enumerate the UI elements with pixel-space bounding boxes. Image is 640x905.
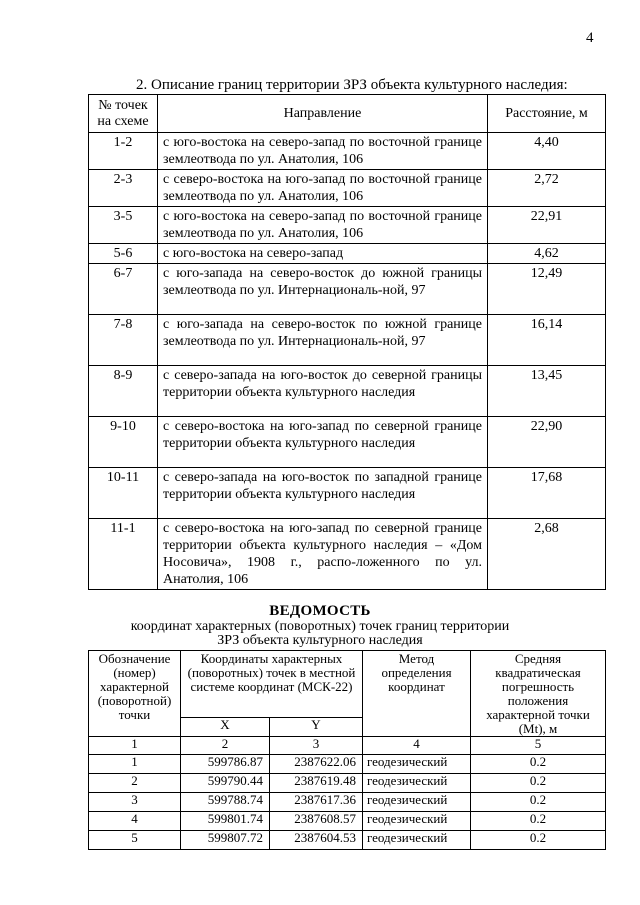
header-coordinates: Координаты характерных (поворотных) точек в местной системе координат (МСК-22) <box>181 651 363 718</box>
vedomost-subtitle: ЗРЗ объекта культурного наследия <box>217 633 423 648</box>
table-row <box>89 315 606 366</box>
accuracy-cell: 0.2 <box>471 831 606 850</box>
table-row <box>89 831 606 850</box>
direction-cell: с юго-запада на северо-восток по южной границе землеотвода по ул. Интернациональ-ной, 97 <box>158 315 488 366</box>
table-row <box>89 468 606 519</box>
method-cell: геодезический <box>363 774 471 793</box>
point-numbers-cell: 11-1 <box>89 519 158 590</box>
accuracy-cell: 0.2 <box>471 793 606 812</box>
point-numbers-cell: 1-2 <box>89 133 158 170</box>
column-index-cell: 4 <box>363 737 471 755</box>
header-direction: Направление <box>158 95 488 133</box>
header-point-designation: Обозначение (номер) характерной (поворотной) точки <box>89 651 181 737</box>
point-number-cell: 1 <box>89 755 181 774</box>
point-numbers-cell: 2-3 <box>89 170 158 207</box>
accuracy-cell: 0.2 <box>471 812 606 831</box>
header-distance: Расстояние, м <box>488 95 606 133</box>
point-numbers-cell: 6-7 <box>89 264 158 315</box>
point-numbers-cell: 3-5 <box>89 207 158 244</box>
direction-cell: с юго-востока на северо-запад <box>158 244 488 264</box>
accuracy-cell: 0.2 <box>471 755 606 774</box>
point-number-cell: 5 <box>89 831 181 850</box>
method-cell: геодезический <box>363 831 471 850</box>
table-row <box>89 417 606 468</box>
distance-cell: 22,91 <box>488 207 606 244</box>
section-title: 2. Описание границ территории ЗРЗ объекта культурного наследия: <box>136 77 568 93</box>
direction-cell: с северо-запада на юго-восток по западной границе территории объекта культурного наследия <box>158 468 488 519</box>
distance-cell: 13,45 <box>488 366 606 417</box>
y-coordinate-cell: 2387622.06 <box>270 755 363 774</box>
accuracy-cell: 0.2 <box>471 774 606 793</box>
vedomost-subtitle: координат характерных (поворотных) точек границ территории <box>130 619 510 634</box>
distance-cell: 22,90 <box>488 417 606 468</box>
distance-cell: 12,49 <box>488 264 606 315</box>
vedomost-title: ВЕДОМОСТЬ <box>269 603 371 619</box>
table-row <box>89 774 606 793</box>
distance-cell: 4,62 <box>488 244 606 264</box>
x-coordinate-cell: 599788.74 <box>181 793 270 812</box>
distance-cell: 2,72 <box>488 170 606 207</box>
method-cell: геодезический <box>363 812 471 831</box>
table-row <box>89 793 606 812</box>
table-row <box>89 519 606 590</box>
table-row <box>89 366 606 417</box>
column-index-cell: 3 <box>270 737 363 755</box>
direction-cell: с юго-востока на северо-запад по восточной границе землеотвода по ул. Анатолия, 106 <box>158 207 488 244</box>
table-row <box>89 812 606 831</box>
page-number: 4 <box>586 30 594 46</box>
table-row <box>89 133 606 170</box>
header-y: Y <box>270 717 363 736</box>
point-numbers-cell: 5-6 <box>89 244 158 264</box>
point-number-cell: 4 <box>89 812 181 831</box>
point-numbers-cell: 9-10 <box>89 417 158 468</box>
x-coordinate-cell: 599790.44 <box>181 774 270 793</box>
y-coordinate-cell: 2387608.57 <box>270 812 363 831</box>
distance-cell: 4,40 <box>488 133 606 170</box>
boundary-table <box>88 94 606 590</box>
y-coordinate-cell: 2387604.53 <box>270 831 363 850</box>
header-point-numbers: № точек на схеме <box>89 95 158 133</box>
point-numbers-cell: 10-11 <box>89 468 158 519</box>
direction-cell: с северо-востока на юго-запад по северной границе территории объекта культурного наследия <box>158 417 488 468</box>
header-method: Метод определения координат <box>363 651 471 737</box>
y-coordinate-cell: 2387617.36 <box>270 793 363 812</box>
column-index-cell: 2 <box>181 737 270 755</box>
point-numbers-cell: 7-8 <box>89 315 158 366</box>
point-number-cell: 2 <box>89 774 181 793</box>
method-cell: геодезический <box>363 755 471 774</box>
method-cell: геодезический <box>363 793 471 812</box>
direction-cell: с северо-востока на юго-запад по восточной границе землеотвода по ул. Анатолия, 106 <box>158 170 488 207</box>
x-coordinate-cell: 599807.72 <box>181 831 270 850</box>
distance-cell: 17,68 <box>488 468 606 519</box>
header-accuracy: Средняя квадратическая погрешность положения характерной точки (Mt), м <box>471 651 606 737</box>
distance-cell: 16,14 <box>488 315 606 366</box>
coordinates-table <box>88 650 606 850</box>
column-index-row <box>89 737 606 755</box>
distance-cell: 2,68 <box>488 519 606 590</box>
direction-cell: с юго-запада на северо-восток до южной границы землеотвода по ул. Интернациональ-ной, 97 <box>158 264 488 315</box>
direction-cell: с северо-востока на юго-запад по северной границе территории объекта культурного наследия – «Дом Носовича», 1908 г., распо-ложенного по ул. Анатолия, 106 <box>158 519 488 590</box>
x-coordinate-cell: 599786.87 <box>181 755 270 774</box>
point-numbers-cell: 8-9 <box>89 366 158 417</box>
direction-cell: с юго-востока на северо-запад по восточной границе землеотвода по ул. Анатолия, 106 <box>158 133 488 170</box>
table-row <box>89 244 606 264</box>
x-coordinate-cell: 599801.74 <box>181 812 270 831</box>
y-coordinate-cell: 2387619.48 <box>270 774 363 793</box>
table-row <box>89 207 606 244</box>
column-index-cell: 1 <box>89 737 181 755</box>
table-row <box>89 170 606 207</box>
point-number-cell: 3 <box>89 793 181 812</box>
table-row <box>89 755 606 774</box>
column-index-cell: 5 <box>471 737 606 755</box>
direction-cell: с северо-запада на юго-восток до северной границы территории объекта культурного наследия <box>158 366 488 417</box>
table-row <box>89 264 606 315</box>
header-x: X <box>181 717 270 736</box>
